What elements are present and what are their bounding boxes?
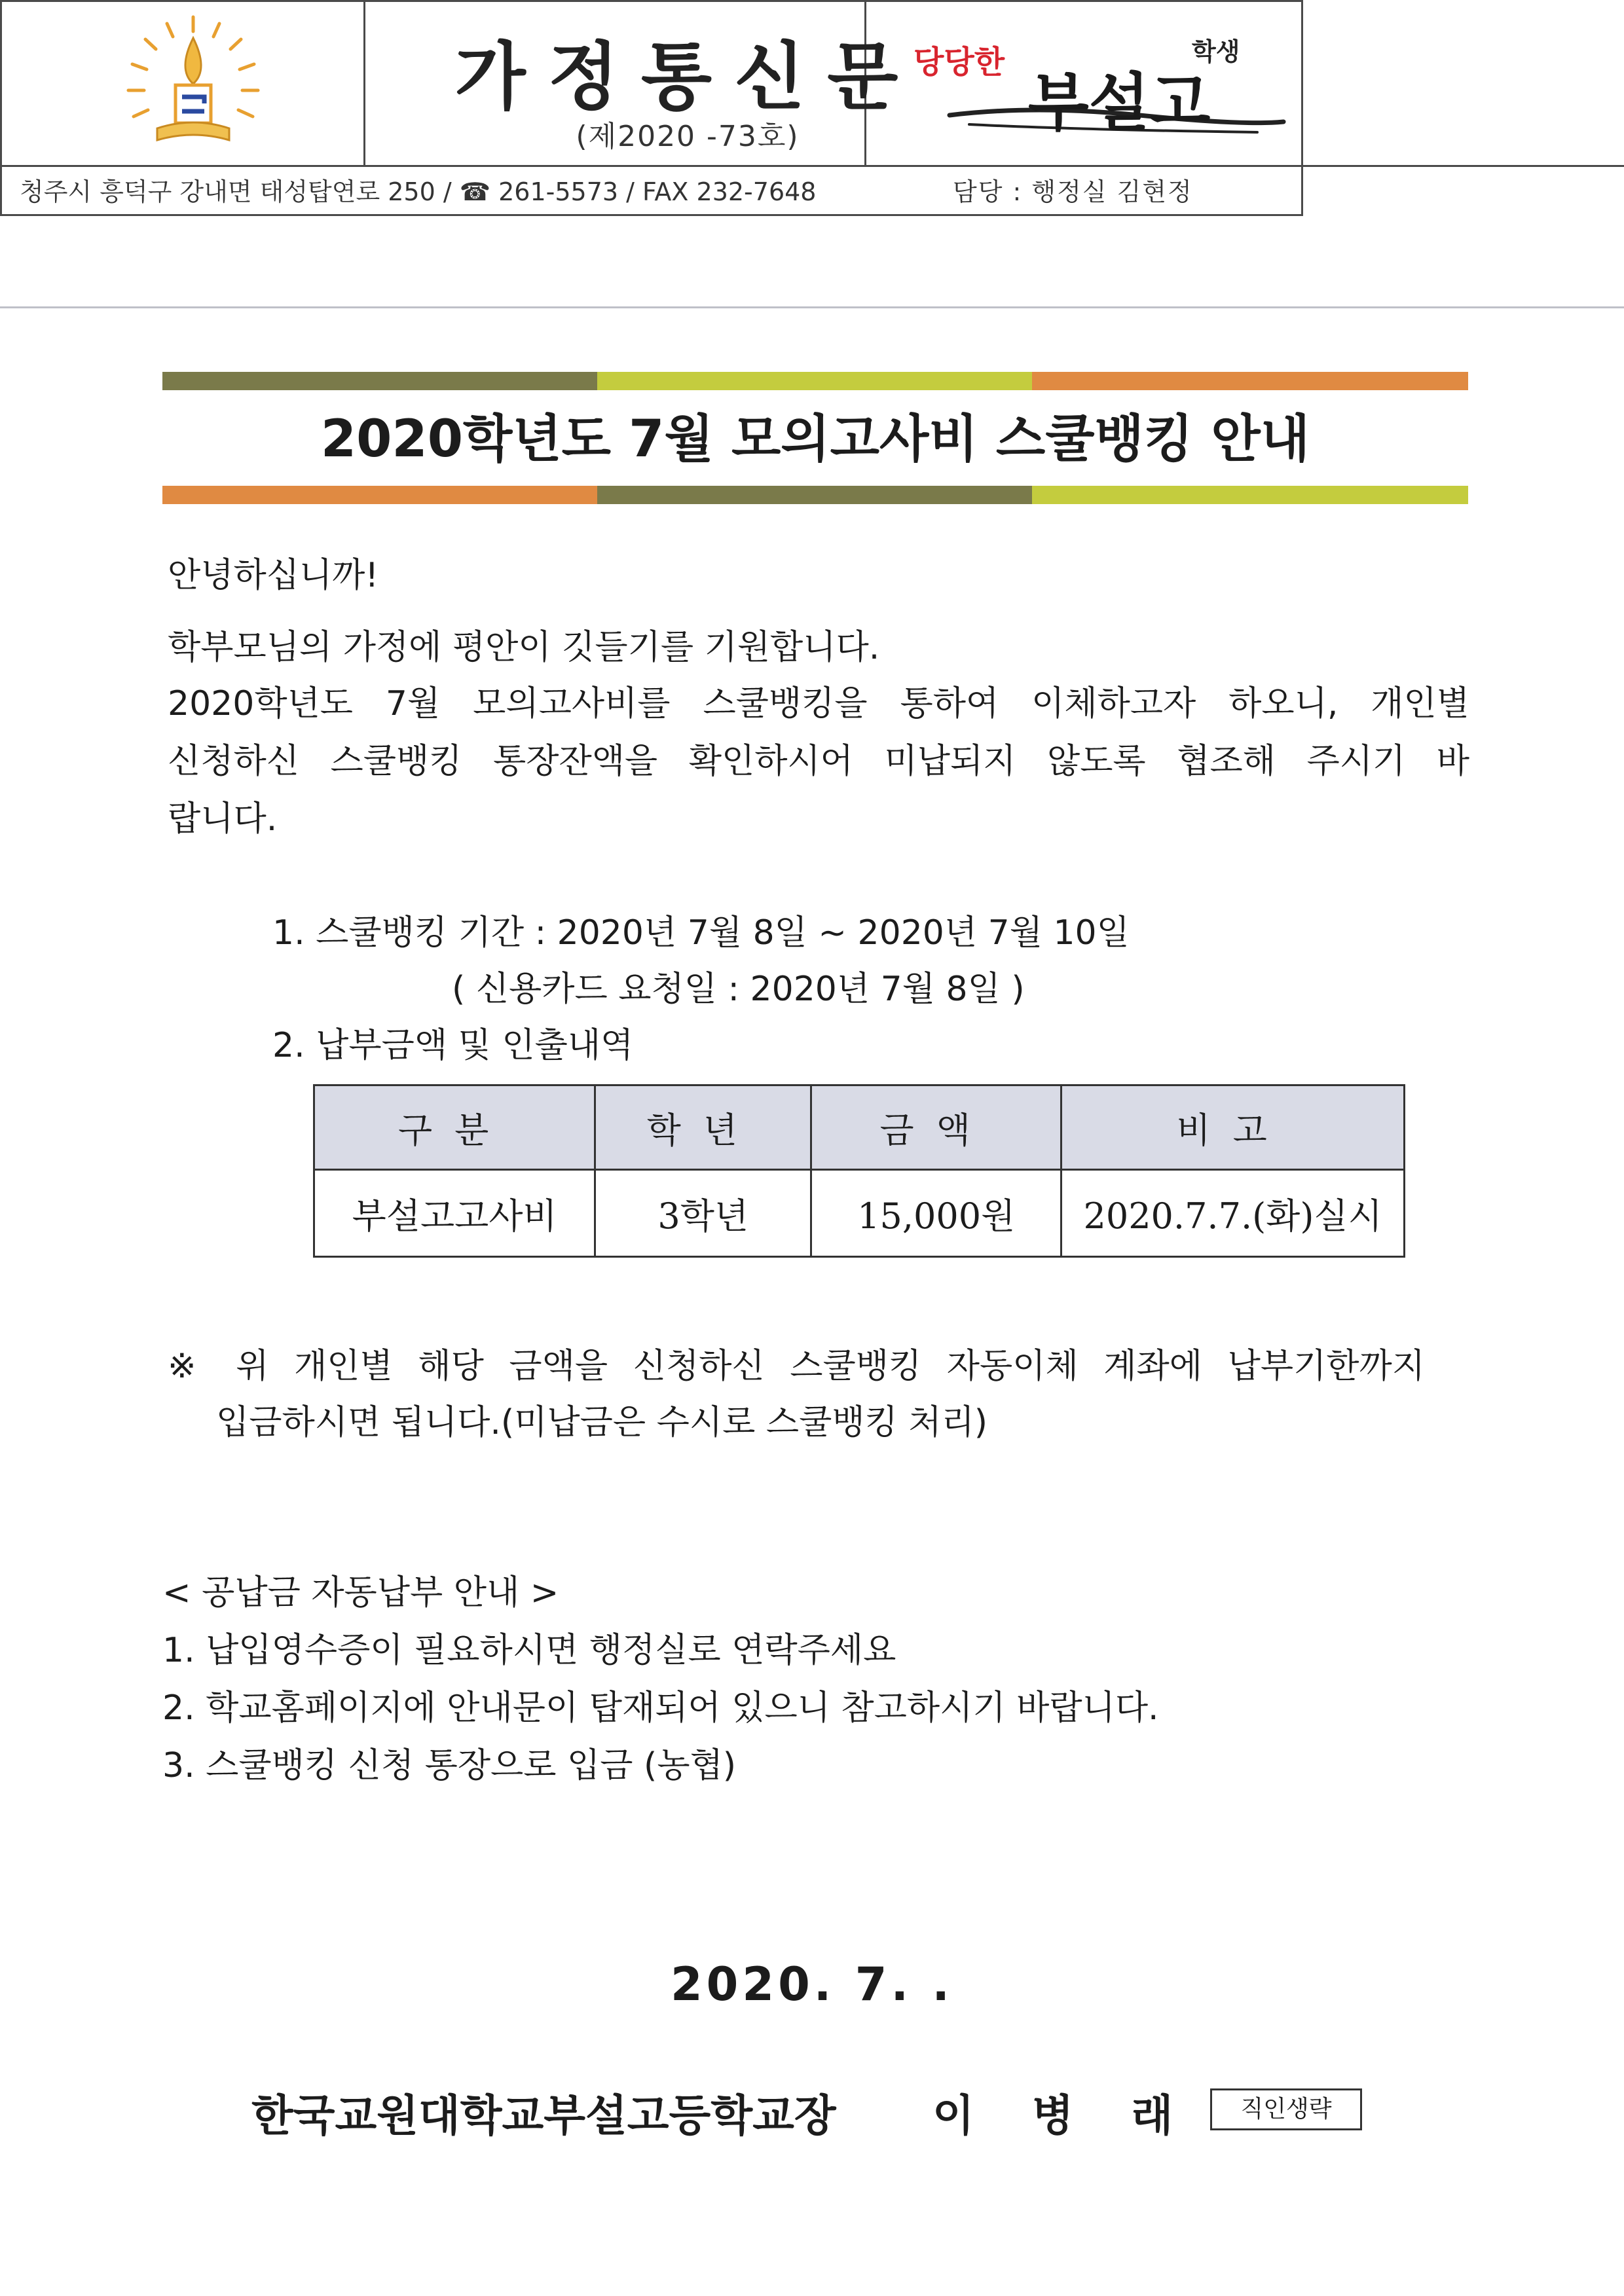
manager-info: 담당 : 행정실 김현정 — [953, 177, 1193, 206]
brand-calligraphy-logo — [943, 59, 1297, 157]
brand-calligraphy-text: 부설고 — [1028, 65, 1211, 139]
auto-payment-item: 3. 스쿨뱅킹 신청 통장으로 입금 (농협) — [162, 1746, 737, 1785]
school-logo-icon — [118, 12, 268, 156]
item-card-date: ( 신용카드 요청일 : 2020년 7월 8일 ) — [452, 970, 1025, 1009]
table-header-remark: 비고 — [1061, 1085, 1405, 1170]
color-bar — [597, 372, 1032, 390]
table-header-amount: 금액 — [811, 1085, 1061, 1170]
item-period: 1. 스쿨뱅킹 기간 : 2020년 7월 8일 ~ 2020년 7월 10일 — [272, 913, 1130, 953]
intro-line: 신청하신 스쿨뱅킹 통장잔액을 확인하시어 미납되지 않도록 협조해 주시기 바 — [168, 742, 1469, 781]
auto-payment-title: < 공납금 자동납부 안내 > — [162, 1573, 559, 1613]
fee-table — [313, 1084, 1405, 1258]
auto-payment-item: 2. 학교홈페이지에 안내문이 탑재되어 있으니 참고하시기 바랍니다. — [162, 1688, 1159, 1728]
table-row — [314, 1170, 1405, 1257]
greeting: 안녕하십니까! — [168, 556, 379, 595]
color-bar — [1032, 486, 1468, 504]
color-bar — [597, 486, 1032, 504]
table-header-category: 구분 — [314, 1085, 595, 1170]
principal-name: 이병래 — [932, 2090, 1231, 2141]
intro-line: 2020학년도 7월 모의고사비를 스쿨뱅킹을 통하여 이체하고자 하오니, 개인별 — [168, 684, 1469, 723]
intro-line: 랍니다. — [168, 799, 278, 839]
intro-line: 학부모님의 가정에 평안이 깃들기를 기원합니다. — [168, 628, 880, 667]
school-address: 청주시 흥덕구 강내면 태성탑연로 250 / ☎ 261-5573 / FAX 232-7648 — [20, 177, 817, 206]
table-cell-remark: 2020.7.7.(화)실시 — [1061, 1170, 1405, 1257]
table-header-grade: 학년 — [595, 1085, 811, 1170]
document-title: 2020학년도 7월 모의고사비 스쿨뱅킹 안내 — [320, 410, 1310, 469]
item-amount-title: 2. 납부금액 및 인출내역 — [272, 1026, 634, 1065]
header-box — [0, 0, 1303, 216]
auto-payment-item: 1. 납입영수증이 필요하시면 행정실로 연락주세요 — [162, 1631, 896, 1670]
issue-date: 2020. 7. . — [670, 1958, 954, 2011]
note-line: ※ 위 개인별 해당 금액을 신청하신 스쿨뱅킹 자동이체 계좌에 납부기한까지 — [168, 1347, 1425, 1386]
color-bar — [162, 486, 597, 504]
issue-number: (제2020 -73호) — [576, 120, 800, 153]
table-header-row — [314, 1085, 1405, 1170]
scan-line — [0, 306, 1624, 308]
note-line: 입금하시면 됩니다.(미납금은 수시로 스쿨뱅킹 처리) — [216, 1403, 988, 1442]
newsletter-title: 가정통신문 — [454, 34, 921, 120]
color-bar — [162, 372, 597, 390]
seal-omitted-box: 직인생략 — [1210, 2088, 1362, 2130]
header-divider — [363, 0, 365, 166]
color-bar — [1032, 372, 1468, 390]
header-divider — [0, 165, 1624, 167]
slogan-red: 당당한 — [913, 44, 1005, 81]
slogan-small: 학생 — [1192, 37, 1240, 66]
table-cell-amount: 15,000원 — [811, 1170, 1061, 1257]
principal-title: 한국교원대학교부설고등학교장 — [251, 2090, 836, 2141]
table-cell-category: 부설고고사비 — [314, 1170, 595, 1257]
table-cell-grade: 3학년 — [595, 1170, 811, 1257]
